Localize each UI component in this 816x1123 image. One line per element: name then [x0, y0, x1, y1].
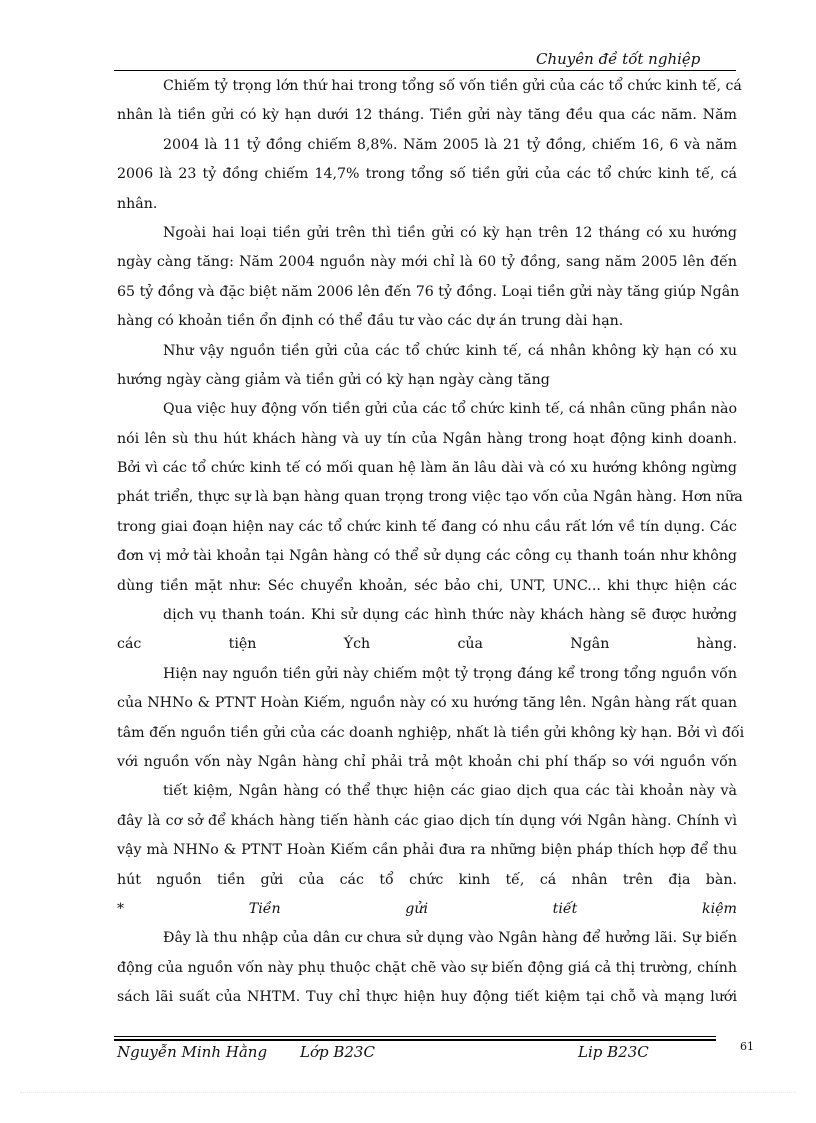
- text-line: Hiện nay nguồn tiền gửi này chiếm một tỷ trọng đáng kể trong tổng nguồn vốn: [163, 665, 737, 682]
- text-line: 65 tỷ đồng và đặc biệt năm 2006 lên đến 76 tỷ đồng. Loại tiền gửi này tăng giúp Ngân: [117, 283, 740, 300]
- footer-rule-thick: [114, 1039, 716, 1041]
- page-number: 61: [740, 1040, 754, 1053]
- text-line: hướng ngày càng giảm và tiền gửi có kỳ hạn ngày càng tăng: [117, 371, 550, 388]
- subheading-word: Tiền: [248, 900, 281, 917]
- text-line: Bởi vì các tổ chức kinh tế có mối quan hệ làm ăn lâu dài và có xu hướng không ngừng: [117, 460, 737, 477]
- page-bottom-guide: [20, 1092, 796, 1093]
- text-line: dùng tiền mặt như: Séc chuyển khoản, séc bảo chi, UNT, UNC... khi thực hiện các: [117, 577, 737, 594]
- text-line: tâm đến nguồn tiền gửi của các doanh nghiệp, nhất là tiền gửi không kỳ hạn. Bởi vì đối: [117, 724, 745, 741]
- text-line: với nguồn vốn này Ngân hàng chỉ phải trả một khoản chi phí thấp so với nguồn vốn: [117, 753, 737, 770]
- text-line: hàng có khoản tiền ổn định có thể đầu tư vào các dự án trung dài hạn.: [117, 313, 624, 330]
- text-line: sách lãi suất của NHTM. Tuy chỉ thực hiện huy động tiết kiệm tại chỗ và mạng lưới: [117, 989, 737, 1006]
- subheading-word: tiết: [552, 900, 578, 917]
- text-line: trong giai đoạn hiện nay các tổ chức kinh tế đang có nhu cầu rất lớn về tín dụng. Các: [117, 518, 737, 535]
- body-text: [117, 72, 745, 1013]
- text-line: Đây là thu nhập của dân cư chưa sử dụng vào Ngân hàng để hưởng lãi. Sự biến: [163, 930, 737, 947]
- text-line: nhân là tiền gửi có kỳ hạn dưới 12 tháng. Tiền gửi này tăng đều qua các năm. Năm: [117, 107, 737, 124]
- text-line: phát triển, thực sự là bạn hàng quan trọng trong việc tạo vốn của Ngân hàng. Hơn nữa: [117, 489, 743, 506]
- subheading-word: gửi: [405, 900, 429, 917]
- header-rule: [114, 70, 736, 71]
- text-line: 2004 là 11 tỷ đồng chiếm 8,8%. Năm 2005 là 21 tỷ đồng, chiếm 16, 6 và năm: [163, 136, 737, 153]
- text-line: dịch vụ thanh toán. Khi sử dụng các hình thức này khách hàng sẽ được hưởng: [163, 607, 737, 624]
- text-line: nói lên sù thu hút khách hàng và uy tín của Ngân hàng trong hoạt động kinh doanh.: [117, 430, 737, 447]
- text-line: đây là cơ sở để khách hàng tiến hành các giao dịch tín dụng với Ngân hàng. Chính vì: [117, 812, 737, 829]
- text-line: Chiếm tỷ trọng lớn thứ hai trong tổng số vốn tiền gửi của các tổ chức kinh tế, cá: [163, 78, 742, 94]
- text-line: hút nguồn tiền gửi của các tổ chức kinh tế, cá nhân trên địa bàn.: [117, 871, 737, 888]
- footer-class-right: Lip B23C: [578, 1043, 649, 1061]
- text-line: động của nguồn vốn này phụ thuộc chặt chẽ vào sự biến động giá cả thị trường, chính: [117, 959, 737, 976]
- subheading-tien-gui-tiet-kiem: [117, 895, 737, 924]
- text-line: tiết kiệm, Ngân hàng có thể thực hiện các giao dịch qua các tài khoản này và: [163, 783, 737, 800]
- text-line: nhân.: [117, 195, 158, 212]
- text-line: vậy mà NHNo & PTNT Hoàn Kiếm cần phải đưa ra những biện pháp thích hợp để thu: [117, 842, 737, 859]
- text-line: Ngoài hai loại tiền gửi trên thì tiền gửi có kỳ hạn trên 12 tháng có xu hướng: [163, 224, 737, 241]
- text-line: của NHNo & PTNT Hoàn Kiếm, nguồn này có xu hướng tăng lên. Ngân hàng rất quan: [117, 695, 737, 712]
- footer-rule: [114, 1036, 716, 1037]
- text-line: các tiện Ých của Ngân hàng.: [117, 636, 737, 653]
- text-line: Như vậy nguồn tiền gửi của các tổ chức kinh tế, cá nhân không kỳ hạn có xu: [163, 342, 737, 359]
- footer-class-left: Lớp B23C: [300, 1043, 375, 1061]
- text-line: ngày càng tăng: Năm 2004 nguồn này mới chỉ là 60 tỷ đồng, sang năm 2005 lên đến: [117, 254, 737, 271]
- text-line: 2006 là 23 tỷ đồng chiếm 14,7% trong tổng số tiền gửi của các tổ chức kinh tế, cá: [117, 166, 737, 183]
- bullet-star: *: [117, 900, 125, 917]
- header-title: Chuyên đề tốt nghiệp: [536, 50, 701, 68]
- text-line: đơn vị mở tài khoản tại Ngân hàng có thể sử dụng các công cụ thanh toán như không: [117, 548, 737, 565]
- subheading-word: kiệm: [701, 900, 737, 917]
- text-line: Qua việc huy động vốn tiền gửi của các tổ chức kinh tế, cá nhân cũng phần nào: [163, 401, 737, 418]
- footer-author: Nguyễn Minh Hằng: [117, 1043, 268, 1061]
